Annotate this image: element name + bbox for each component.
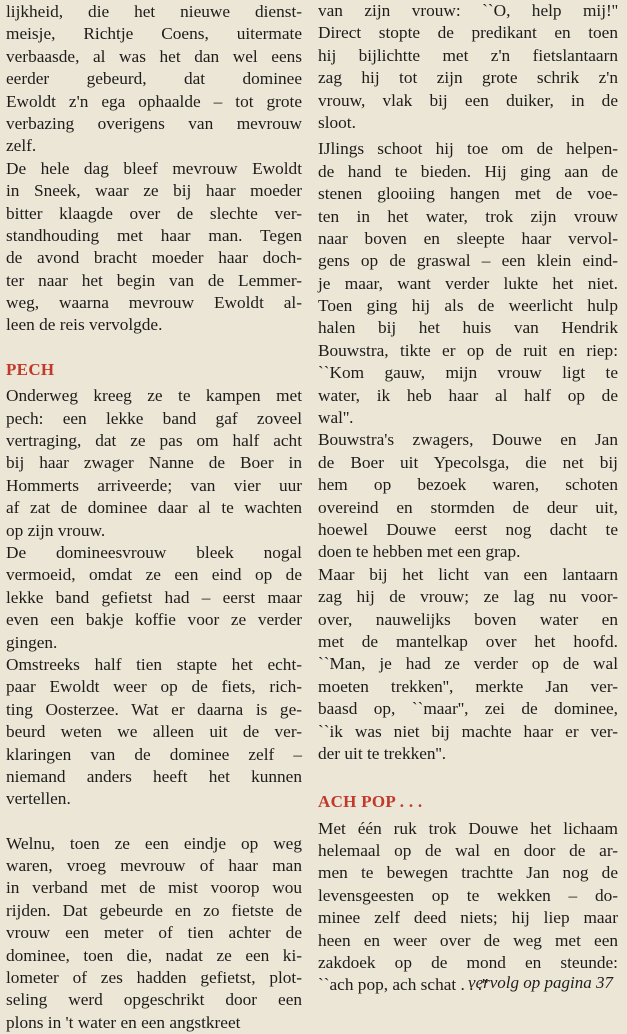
text-line: de avond bracht moeder haar doch- [6,248,302,268]
text-line: bitter klaagde over de slechte ver- [6,203,302,223]
text-line: op zijn vrouw. [6,520,106,540]
text-line: gens op de graswal – een klein eind- [318,251,618,271]
text-line: zag hij de vrouw; ze lag nu voor- [318,587,618,607]
paragraph [6,1,302,158]
text-line: Welnu, toen ze een eindje op weg [6,833,302,853]
text-line: zelf. [6,136,37,156]
text-line: levensgeesten op te wekken – do- [318,885,618,905]
text-line: met de mantelkap over het hoofd. [318,631,618,651]
text-line: pech: een lekke band gaf zoveel [6,408,302,428]
text-line: in verband met de mist voorop wou [6,878,302,898]
text-line: naar boven en sleepte haar vervol- [318,228,618,248]
text-line: hem op bezoek waren, schoten [318,475,618,495]
text-line: Toen ging hij als de weerlicht hulp [318,296,618,316]
text-line: sloot. [318,112,356,132]
text-line: De domineesvrouw bleek nogal [6,542,302,562]
text-line: lekke band gefietst had – eerst maar [6,587,302,607]
text-line: Maar bij het licht van een lantaarn [318,564,618,584]
text-line: waren, vroeg mevrouw of haar man [6,856,302,876]
text-line: van zijn vrouw: ``O, help mij!'' [318,1,618,20]
paragraph [6,158,302,337]
text-line: Direct stopte de predikant en toen [318,23,618,43]
continuation-note: vervolg op pagina 37 [468,973,613,992]
text-line: Hommerts arriveerde; van vier uur [6,475,302,495]
text-line: klaringen van de dominee zelf – [6,744,302,764]
text-line: ting Oosterzee. Wat er daarna is ge- [6,699,302,719]
text-line: ``ach pop, ach schat . . .'' [318,975,489,995]
text-line: zag hij tot zijn grote schrik z'n [318,68,618,88]
text-line: niemand anders heeft het kunnen [6,766,302,786]
text-line: ``Man, je had ze verder op de wal [318,654,618,674]
paragraph [6,833,302,1034]
text-line: lijkheid, die het nieuwe dienst- [6,2,302,21]
text-line: Bouwstra, tikte er op de ruit en riep: [318,340,618,360]
text-line: ten in het water, trok zijn vrouw [318,206,618,226]
paragraph [318,138,618,429]
text-line: vertellen. [6,789,71,809]
text-line: standhouding met haar man. Tegen [6,225,302,245]
text-line: der uit te trekken''. [318,743,447,763]
text-line: seling werd opgeschrikt door een [6,990,302,1010]
text-line: Ewoldt z'n ega ophaalde – tot grote [6,91,302,111]
paragraph [318,429,618,563]
text-line: minee zelf deed niets; hij liep maar [318,908,618,928]
text-line: ``Kom gauw, mijn vrouw ligt te [318,363,618,383]
section-heading-pech: PECH [6,359,55,379]
text-line: men te bewegen trachtte Jan nog de [318,863,618,883]
text-line: IJlings schoot hij toe om de helpen- [318,139,618,159]
text-line: verbazing overigens van mevrouw [6,113,302,133]
text-line: in Sneek, waar ze bij haar moeder [6,181,302,201]
text-line: de Boer uit Ypecolsga, die net bij [318,452,618,472]
text-line: ``ik was niet bij machte haar er ver- [318,721,618,741]
text-line: je maar, want verder lukte het niet. [318,273,618,293]
text-line: Omstreeks half tien stapte het echt- [6,654,302,674]
text-line: wal''. [318,408,354,428]
text-line: gingen. [6,632,58,652]
text-line: heen en weer over de weg met een [318,930,618,950]
paragraph [6,542,302,654]
text-line: overeind en stormden de deur uit, [318,497,618,517]
text-line: stenen glooiing hangen met de voe- [318,184,618,204]
left-column [6,1,302,1034]
paragraph [318,818,618,997]
text-line: beurd weten we alleen uit de ver- [6,722,302,742]
text-line: Bouwstra's zwagers, Douwe en Jan [318,430,618,450]
paragraph [318,564,618,766]
text-line: Onderweg kreeg ze te kampen met [6,386,302,406]
text-line: weg, waarna mevrouw Ewoldt al- [6,293,302,313]
text-line: De hele dag bleef mevrouw Ewoldt [6,158,302,178]
text-line: vertraging, dat ze pas om half acht [6,431,302,451]
text-line: zakdoek op de mond en steunde: [318,953,618,973]
section-heading-ach-pop: ACH POP . . . [318,792,423,812]
text-line: baasd op, ``maar'', zei de dominee, [318,699,618,719]
text-line: bij haar zwager Nanne de Boer in [6,453,302,473]
text-line: even een bakje koffie voor ze verder [6,610,302,630]
text-line: lometer of zes hadden gefietst, plot- [6,968,302,988]
text-line: moeten trekken'', merkte Jan ver- [318,676,618,696]
text-line: paar Ewoldt weer op de fiets, rich- [6,677,302,697]
text-line: leen de reis vervolgde. [6,315,163,335]
text-line: halen bij het huis van Hendrik [318,318,618,338]
right-column [318,0,618,997]
text-line: vrouw een meter of tien achter de [6,923,302,943]
paragraph [6,654,302,811]
text-line: Met één ruk trok Douwe het lichaam [318,818,618,838]
text-line: plons in 't water en een angstkreet [6,1012,241,1032]
text-line: meisje, Richtje Coens, uitermate [6,24,302,44]
text-line: vermoeid, omdat ze een eind op de [6,565,302,585]
text-line: doen te hebben met een grap. [318,542,521,562]
text-line: hoewel Douwe eerst nog dacht te [318,519,618,539]
text-line: helemaal op de wal en door de ar- [318,841,618,861]
text-line: eerder gebeurd, dat dominee [6,69,302,89]
text-line: verbaasde, al was het dan wel eens [6,46,302,66]
text-line: de hand te bieden. Hij ging aan de [318,161,618,181]
paragraph [318,0,618,134]
text-line: af zat de dominee daar al te wachten [6,498,302,518]
text-line: hij bijlichtte met z'n fietslantaarn [318,45,618,65]
text-line: dominee, toen die, nadat ze een ki- [6,945,302,965]
text-line: water, ik heb haar al half op de [318,385,618,405]
text-line: rijden. Dat gebeurde en zo fietste de [6,900,302,920]
text-line: over, nauwelijks boven water en [318,609,618,629]
paragraph [6,385,302,542]
text-line: ter naar het begin van de Lemmer- [6,270,302,290]
text-line: vrouw, vlak bij een duiker, in de [318,90,618,110]
